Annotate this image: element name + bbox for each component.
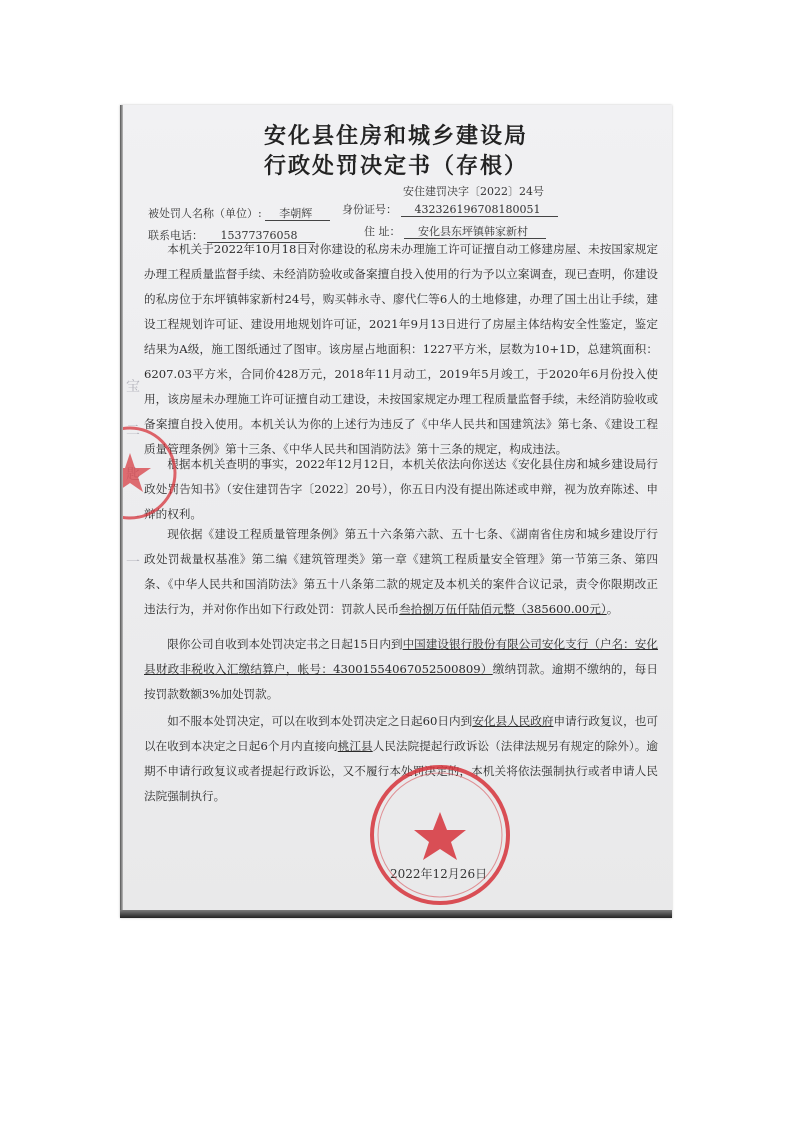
- phone-label: 联系电话：: [148, 229, 203, 242]
- appeal-government: 安化县人民政府: [472, 714, 554, 728]
- payment-paragraph: [144, 632, 658, 707]
- photo-bottom-edge: [120, 910, 672, 918]
- party-name-value: 李朝辉: [265, 207, 330, 221]
- address-label: 住 址：: [364, 225, 401, 238]
- id-number-label: 身份证号：: [342, 203, 397, 216]
- official-seal-stamp: [365, 760, 515, 910]
- party-name-field: [148, 205, 330, 221]
- address-value: 安化县东坪镇韩家新村: [404, 225, 546, 239]
- payment-bank-account: 中国建设银行股份有限公司安化支行（户名：安化县财政非税收入汇缴结算户，帐号：43001554067052500809）: [144, 637, 658, 676]
- side-seal-stamp: [120, 423, 180, 523]
- penalty-paragraph: [144, 522, 658, 622]
- appeal-text-2: 申请行政复议，也可以在收到本决定之日起6个月内直接向: [144, 714, 658, 753]
- penalty-basis-text: 现依据《建设工程质量管理条例》第五十六条第六款、五十七条、《湖南省住房和城乡建设厅行政处罚裁量权基准》第二编《建筑管理类》第一章《建筑工程质量安全管理》第一节第三条、第四条、《中华人民共和国消防法》第五十八条第二款的规定及本机关的案件合议记录，责令你限期改正违法行为，并对你作出如下行政处罚：罚款人民币: [144, 527, 658, 616]
- payment-late-fee-text: 缴纳罚款。逾期不缴纳的，每日按罚款数额3%加处罚款。: [144, 662, 658, 701]
- phone-value: 15377376058: [207, 229, 316, 243]
- id-number-field: [342, 201, 558, 217]
- document-title-type: 行政处罚决定书（存根）: [263, 153, 528, 179]
- notice-paragraph: 根据本机关查明的事实，2022年12月12日，本机关依法向你送达《安化县住房和城乡建设局行政处罚告知书》（安住建罚告字〔2022〕20号），你五日内没有提出陈述或申辩，视为放弃陈述、申辩的权利。: [144, 457, 658, 521]
- document-photo: [120, 105, 672, 918]
- penalty-amount: 叁拾捌万伍仟陆佰元整（385600.00元）: [399, 602, 607, 616]
- appeal-text-3: 人民法院提起行政诉讼（法律法规另有规定的除外）。逾期不申请行政复议或者提起行政诉讼，又不履行本处罚决定的，本机关将依法强制执行或者申请人民法院强制执行。: [144, 739, 658, 803]
- findings-paragraph: 本机关于2022年10月18日对你建设的私房未办理施工许可证擅自动工修建房屋、未按国家规定办理工程质量监督手续、未经消防验收或备案擅自投入使用的行为予以立案调查，现已查明，你建设的私房位于东坪镇韩家新村24号，购买韩永寺、廖代仁等6人的土地修建，办理了国土出让手续，建设工程规划许可证、建设用地规划许可证，2021年9月13日进行了房屋主体结构安全性鉴定，鉴定结果为A级，施工图纸通过了图审。该房屋占地面积：1227平方米，层数为10+1D，总建筑面积：6207.03平方米，合同价428万元，2018年11月动工，2019年5月竣工，于2020年6月份投入使用，该房屋未办理施工许可证擅自动工建设，未按国家规定办理工程质量监督手续，未经消防验收或备案擅自投入使用。本机关认为你的上述行为违反了《中华人民共和国建筑法》第七条、《建设工程质量管理条例》第十三条、《中华人民共和国消防法》第十三条的规定，构成违法。: [144, 242, 658, 456]
- appeal-court: 桃江县: [337, 739, 373, 753]
- penalty-end-text: 。: [606, 602, 619, 616]
- photo-shadow-edge: [120, 105, 123, 918]
- appeal-text-1: 如不服本处罚决定，可以在收到本处罚决定之日起60日内到: [167, 714, 473, 728]
- document-title-agency: 安化县住房和城乡建设局: [263, 123, 528, 149]
- party-name-label: 被处罚人名称（单位）:: [148, 207, 262, 220]
- payment-deadline-text: 限你公司自收到本处罚决定书之日起15日内到: [167, 637, 403, 651]
- binding-stub-marks: 宝 二 一 一: [126, 379, 140, 571]
- document-number: 安住建罚决字〔2022〕24号: [403, 185, 544, 198]
- id-number-value: 432326196708180051: [401, 203, 559, 217]
- issue-date: 2022年12月26日: [390, 867, 488, 881]
